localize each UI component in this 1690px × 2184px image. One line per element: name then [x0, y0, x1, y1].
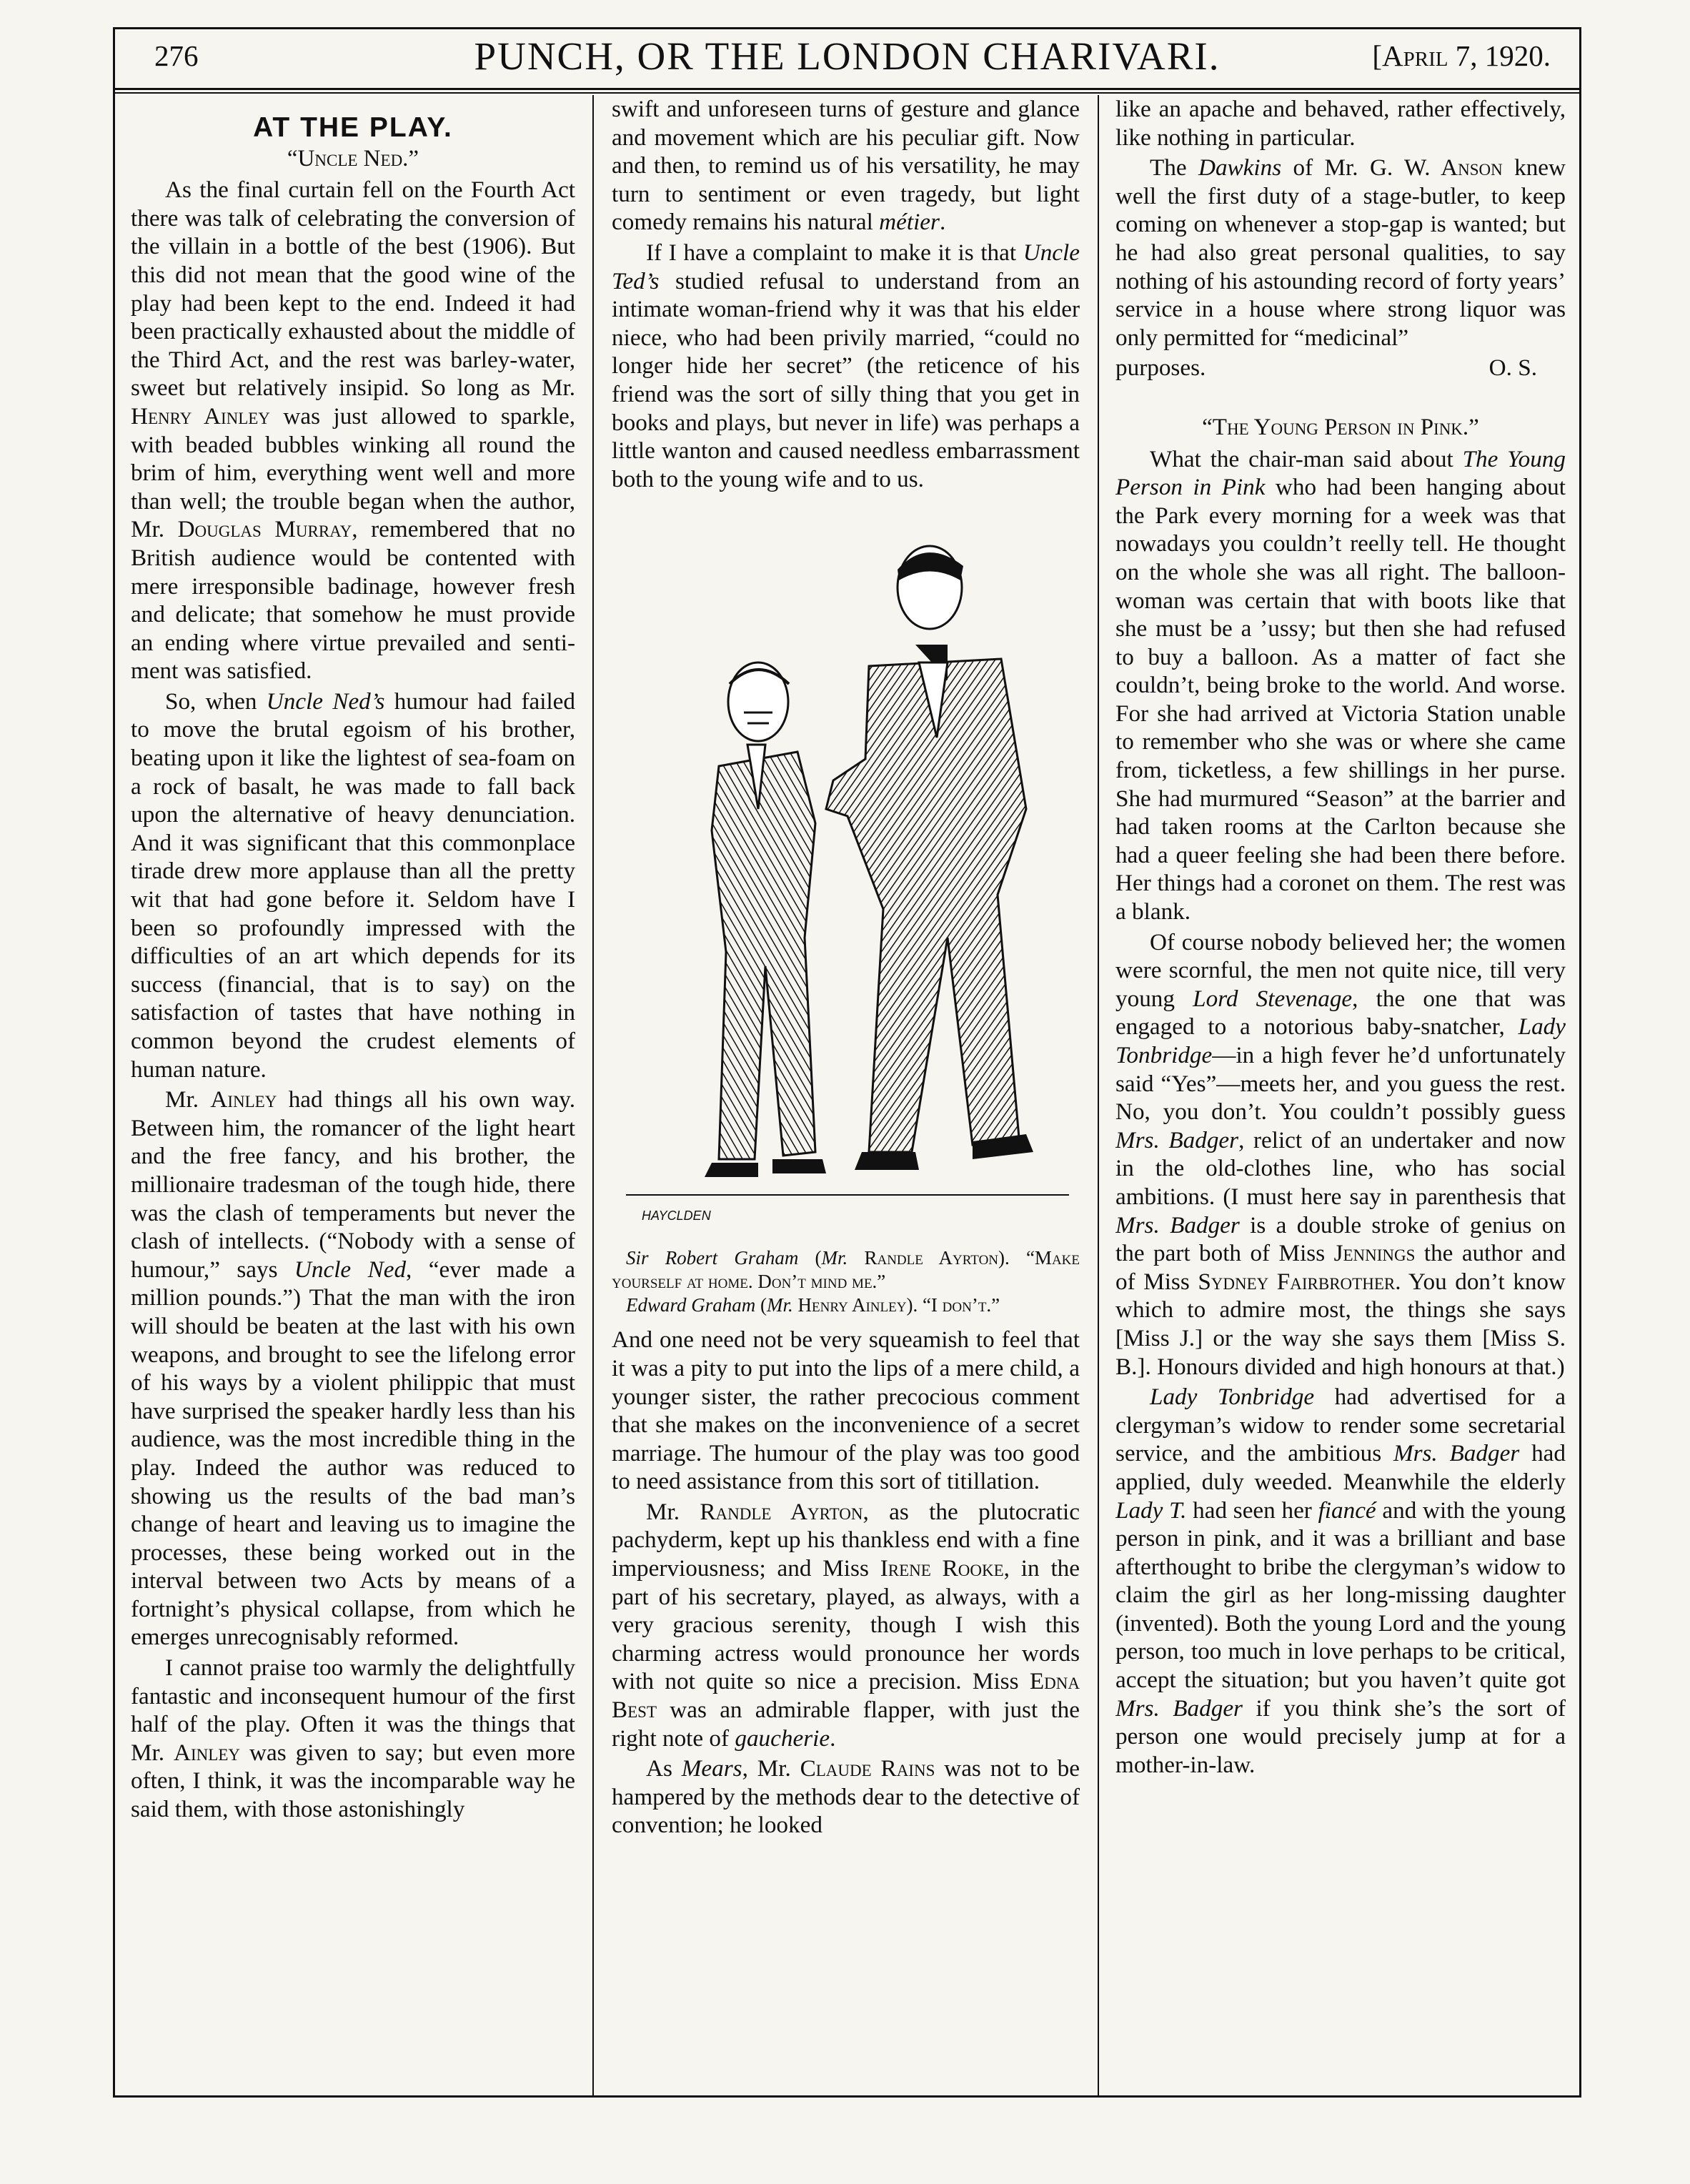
cartoon-illustration	[612, 509, 1080, 1242]
page-frame	[113, 27, 1581, 2098]
play-title-uncle-ned: “Uncle Ned.”	[287, 145, 419, 172]
article-paragraph: What the chair-man said about The Young Person in Pink who had been hanging about the Park every morning for a week was that nowadays you couldn’t reelly tell. He thought on the whole she was all right. The balloon-woman was certain that with boots like that she must be a ’ussy; but then she had refused to buy a balloon. As a matter of fact she couldn’t, being broke to the world. And worse. For she had arrived at Victoria Station unable to remember who she was or where she came from, ticketless, a few shillings in her purse. She had murmured “Season” at the barrier and had taken rooms at the Carlton because she had a queer feeling she had been there before. Her things had a coronet on them. The rest was a blank.	[1115, 445, 1566, 925]
page-number: 276	[154, 39, 199, 72]
masthead-title: PUNCH, OR THE LONDON CHARIVARI.	[474, 34, 1221, 78]
page-header	[115, 29, 1579, 90]
article-paragraph: And one need not be very squeamish to feel that it was a pity to put into the lips of a mere child, a younger sister, the rather precocious comment that she makes on the inconvenience of a secret marriage. The humour of the play was too good to need assistance from this sort of titillation.	[612, 1326, 1080, 1495]
column-1	[131, 95, 575, 2095]
section-title: AT THE PLAY.	[253, 112, 453, 143]
article-paragraph: swift and unforeseen turns of gesture and glance and movement which are his peculiar gift. Now and then, to remind us of his versatility, he may turn to sentiment or even tragedy, but light comedy remains his natural métier.	[612, 96, 1080, 236]
article-paragraph: So, when Uncle Ned’s humour had failed to move the brutal egoism of his brother, beating upon it like the lightest of sea-foam on a rock of basalt, he was made to fall back upon the alternative of heavy denunciation. And it was significant that this commonplace tirade drew more applause than all the pretty wit that had gone before it. Seldom have I been so profoundly impressed with the difficulties of an art which depends for its success (financial, that is to say) on the satisfaction of tastes that have nothing in common beyond the crudest elements of human nature.	[131, 688, 575, 1083]
caption-line-edward: Edward Graham (Mr. Henry Ainley). “I don’t.”	[626, 1294, 1000, 1316]
article-paragraph: like an apache and behaved, rather effectively, like nothing in particular.	[1115, 96, 1566, 151]
reviewer-signature: O. S.	[1488, 354, 1537, 382]
article-paragraph: Of course nobody believed her; the women were scornful, the men not quite nice, till very young Lord Stevenage, the one that was engaged to a notorious baby-snatcher, Lady Tonbridge—in a high fever he’d unfortunately said “Yes”—meets her, and you guess the rest. No, you don’t. You couldn’t possibly guess Mrs. Badger, relict of an undertaker and now in the old-clothes line, who has social ambitions. (I must here say in parenthesis that Mrs. Badger is a double stroke of genius on the part both of Miss Jennings the author and of Miss Sydney Fairbrother. You don’t know which to admire most, the things she says [Miss J.] or the way she says them [Miss S. B.]. Honours divided and high honours at that.)	[1115, 928, 1566, 1380]
play-title-young-person-in-pink: “The Young Person in Pink.”	[1202, 414, 1479, 440]
figure-sir-robert	[705, 662, 826, 1177]
article-paragraph: As the final curtain fell on the Fourth Act there was talk of celebrating the conversion of the villain in a bottle of the best (1906). But this did not mean that the good wine of the play had been kept to the end. Indeed it had been practically exhausted about the middle of the Third Act, and the rest was barley-water, sweet but relatively insipid. So long as Mr. Henry Ainley was just allowed to sparkle, with beaded bubbles winking all round the brim of him, everything went well and more than well; the trouble began when the author, Mr. Douglas Murray, remembered that no British audience would be contented with mere irresponsible badinage, however fresh and delicate; that somehow he must provide an ending where virtue prevailed and sentiment was satisfied.	[131, 177, 575, 685]
caption-line-sir-robert: Sir Robert Graham (Mr. Randle Ayrton). “Make yourself at home. Don’t mind me.”	[612, 1247, 1080, 1293]
column-2	[612, 95, 1080, 2095]
article-paragraph: Mr. Randle Ayrton, as the plutocratic pachyderm, kept up his thankless end with a fine imperviousness; and Miss Irene Rooke, in the part of his secretary, played, as always, with a very gracious serenity, though I wish this charming actress would pronounce her words with not quite so nice a precision. Miss Edna Best was an admirable flapper, with just the right note of gaucherie.	[612, 1498, 1080, 1752]
article-paragraph: I cannot praise too warmly the delightfully fantastic and inconsequent humour of the first half of the play. Often it was the things that Mr. Ainley was given to say; but even more often, I think, it was the incomparable way he said them, with those astonishingly	[131, 1654, 575, 1823]
review-signature-line: purposes. O. S.	[1115, 354, 1537, 382]
cartoon-caption	[612, 1246, 1080, 1317]
article-paragraph: As Mears, Mr. Claude Rains was not to be hampered by the methods dear to the detective of convention; he looked	[612, 1755, 1080, 1839]
column-rule-2	[1098, 95, 1099, 2095]
cartoonist-signature: HAYCLDEN	[642, 1208, 711, 1223]
cartoon-drawing	[612, 509, 1080, 1242]
article-paragraph: The Dawkins of Mr. G. W. Anson knew well the first duty of a stage-butler, to keep coming on whenever a stop-gap is wanted; but he had also great personal qualities, to say nothing of his astounding record of forty years’ service in a house where strong liquor was only permitted for “medicinal”	[1115, 154, 1566, 351]
issue-date: [April 7, 1920.	[1372, 39, 1551, 72]
figure-edward	[826, 546, 1033, 1170]
article-paragraph: Lady Tonbridge had advertised for a clergyman’s widow to render some secretarial service, and the ambitious Mrs. Badger had applied, duly weeded. Meanwhile the elderly Lady T. had seen her fiancé and with the young person in pink, and it was a brilliant and base afterthought to bribe the clergyman’s widow to claim the girl as her long-missing daughter (invented). Both the young Lord and the young person, too much in love perhaps to be critical, accept the situation; but you haven’t quite got Mrs. Badger if you think she’s the sort of person one would precisely jump at for a mother-in-law.	[1115, 1384, 1566, 1778]
article-paragraph: If I have a complaint to make it is that Uncle Ted’s studied refusal to understand from an intimate woman-friend why it was that his elder niece, who had been privily married, “could no longer hide her secret” (the reticence of his friend was the sort of silly thing that you get in books and plays, but never in life) was perhaps a little wanton and caused needless embarrassment both to the young wife and to us.	[612, 239, 1080, 492]
article-paragraph: Mr. Ainley had things all his own way. Between him, the romancer of the light heart and the free fancy, and his brother, the millionaire tradesman of the tough hide, there was the clash of temperaments but never the clash of intellects. (“Nobody with a sense of humour,” says Uncle Ned, “ever made a million pounds.”) That the man with the iron will should be beaten at the last with his own weapons, and brought to see the lifelong error of his ways by a violent philippic that must have surprised the speaker hardly less than his audience, was the most incredible thing in the play. Indeed the author was reduced to showing us the results of the bad man’s change of heart and leaving us to imagine the processes, these being worked out in the interval between two Acts by means of a fortnight’s physical collapse, from which he emerges unrecognisably reformed.	[131, 1086, 575, 1651]
column-3	[1115, 95, 1566, 2095]
header-double-rule	[115, 92, 1579, 94]
column-rule-1	[592, 95, 594, 2095]
